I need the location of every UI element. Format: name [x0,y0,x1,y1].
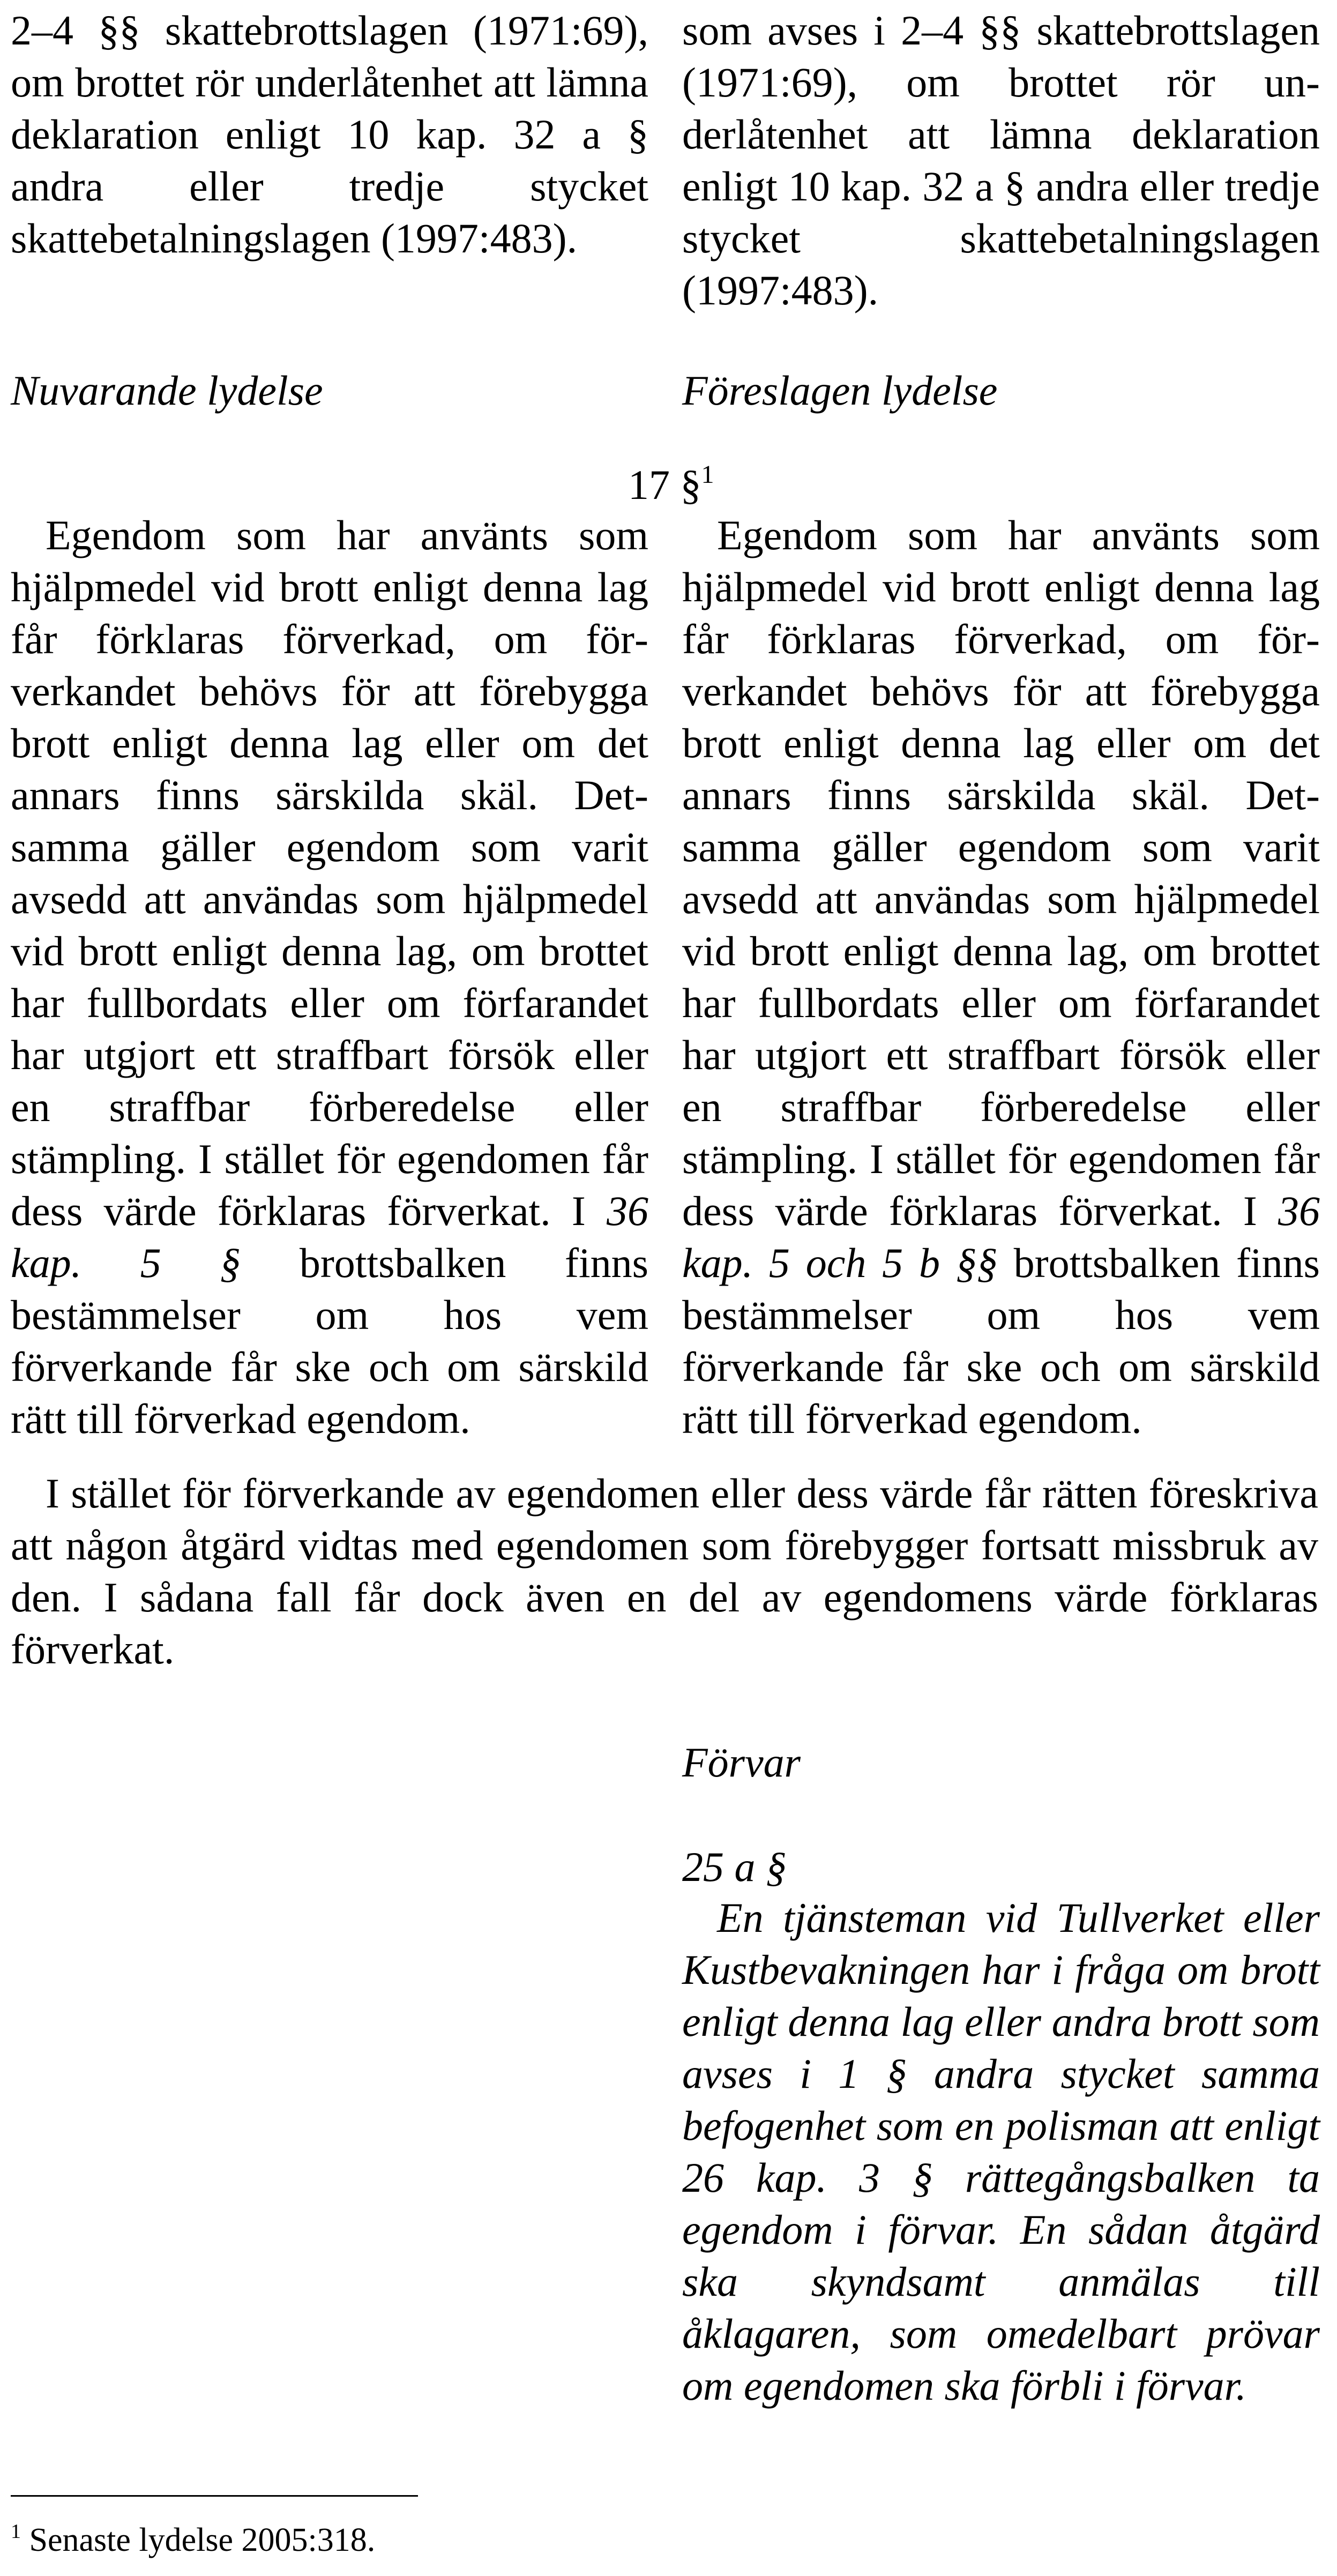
footnote-divider [11,2495,418,2497]
forvar-paragraph: En tjänsteman vid Tullverket eller Kustbevakningen har i fråga om brott enligt denna lag eller andra brott som avses i 1 § andra stycket samma befogenhet som en polisman att enligt 26 kap. 3 § rättegångsbalken ta egendom i förvar. En sådan åtgärd ska skyndsamt anmälas till åklagaren, som omedelbart prövar om egendomen ska förbli i förvar. [682,1894,1320,2409]
top-right-paragraph: som avses i 2–4 §§ skattebrottslagen (1971:69), om brottet rör underlåtenhet att lämna deklaration enligt 10 kap. 32 a § andra eller tredje stycket skattebetalningslagen (1997:483). [682,7,1320,313]
current-wording-paragraph [11,509,648,1445]
current-text-end: brottsbalken finns bestämmelser om hos vem förverkande får ske och om särskild rätt till förverkad egendom. [11,1240,648,1442]
current-text-start: Egendom som har använts som hjälpmedel vid brott enligt denna lag får förklaras förverkad, om förverkandet behövs för att förebygga brott enligt denna lag eller om det annars finns särskilda skäl. Detsamma gäller egendom som varit avsedd att användas som hjälpmedel vid brott enligt denna lag, om brottet har fullbordats eller om förfarandet har utgjort ett straffbart försök eller en straffbar förberedelse eller stämpling. I stället för egendomen får dess värde förklaras förverkat. I [11,512,648,1234]
common-paragraph: I stället för förverkande av egendomen eller dess värde får rätten föreskriva att någon åtgärd vidtas med egendomen som förebygger fortsatt missbruk av den. I sådana fall får dock även en del av egendomens värde förklaras förverkat. [11,1470,1318,1672]
footnote-number: 1 [11,2520,21,2543]
footnote-marker: 1 [701,460,714,489]
proposed-text-start: Egendom som har använts som hjälpmedel vid brott enligt denna lag får förklaras förverkad, om förverkandet behövs för att förebygga brott enligt denna lag eller om det annars finns särskilda skäl. Detsamma gäller egendom som varit avsedd att användas som hjälpmedel vid brott enligt denna lag, om brottet har fullbordats eller om förfarandet har utgjort ett straffbart försök eller en straffbar förberedelse eller stämpling. I stället för egendomen får dess värde förklaras förverkat. I [682,512,1320,1234]
section-17-number [628,459,714,511]
heading-proposed-wording: Föreslagen lydelse [682,367,998,414]
footnote-text: Senaste lydelse 2005:318. [29,2522,376,2558]
top-left-paragraph: 2–4 §§ skattebrottslagen (1971:69), om brottet rör underlåtenhet att lämna deklaration enligt 10 kap. 32 a § andra eller tredje stycket skattebetalningslagen (1997:483). [11,7,648,262]
footnote [11,2519,375,2562]
proposed-wording-paragraph [682,509,1320,1445]
heading-current-wording: Nuvarande lydelse [11,367,323,414]
heading-forvar: Förvar [682,1739,801,1786]
proposed-text-reference: 36 kap. 5 och 5 b §§ [682,1188,1320,1286]
current-text-reference: 36 kap. 5 § [11,1188,648,1286]
proposed-text-end: brottsbalken finns bestämmelser om hos vem förverkande får ske och om särskild rätt till förverkad egendom. [682,1240,1320,1442]
section-number-text: 17 § [628,461,701,508]
section-25a-number: 25 a § [682,1843,787,1890]
